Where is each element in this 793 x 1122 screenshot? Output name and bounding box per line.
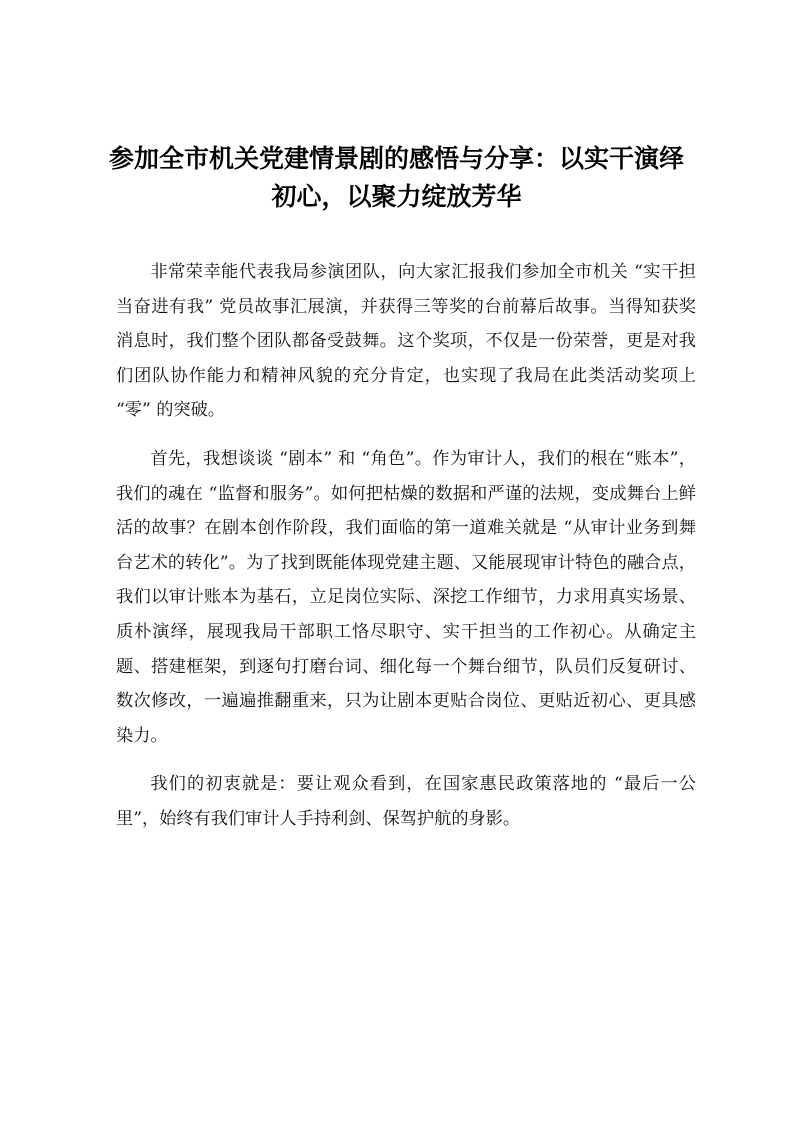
document-title: 参加全市机关党建情景剧的感悟与分享：以实干演绎初心，以聚力绽放芳华 — [108, 144, 684, 211]
paragraph-3: 我们的初衷就是：要让观众看到，在国家惠民政策落地的 “最后一公里”，始终有我们审计人手持利剑、保驾护航的身影。 — [116, 774, 696, 829]
paragraph-2: 首先，我想谈谈 “剧本” 和 “角色”。作为审计人，我们的根在“账本”，我们的魂在 “监督和服务”。如何把枯燥的数据和严谨的法规，变成舞台上鲜活的故事？在剧本创作阶段，我们面临的第一道难关就是 “从审计业务到舞台艺术的转化”。为了找到既能体现党建主题、又能展现审计特色的融合点，我们以审计账本为基石，立足岗位实际、深挖工作细节，力求用真实场景、质朴演绎，展现我局干部职工恪尽职守、实干担当的工作初心。从确定主题、搭建框架，到逐句打磨台词、细化每一个舞台细节，队员们反复研讨、数次修改，一遍遍推翻重来，只为让剧本更贴合岗位、更贴近初心、更具感染力。 — [116, 448, 696, 746]
document-body — [116, 255, 696, 851]
paragraph-1: 非常荣幸能代表我局参演团队，向大家汇报我们参加全市机关 “实干担当奋进有我” 党员故事汇展演，并获得三等奖的台前幕后故事。当得知获奖消息时，我们整个团队都备受鼓舞。这个奖项，不仅是一份荣誉，更是对我们团队协作能力和精神风貌的充分肯定，也实现了我局在此类活动奖项上 “零” 的突破。 — [116, 262, 696, 421]
